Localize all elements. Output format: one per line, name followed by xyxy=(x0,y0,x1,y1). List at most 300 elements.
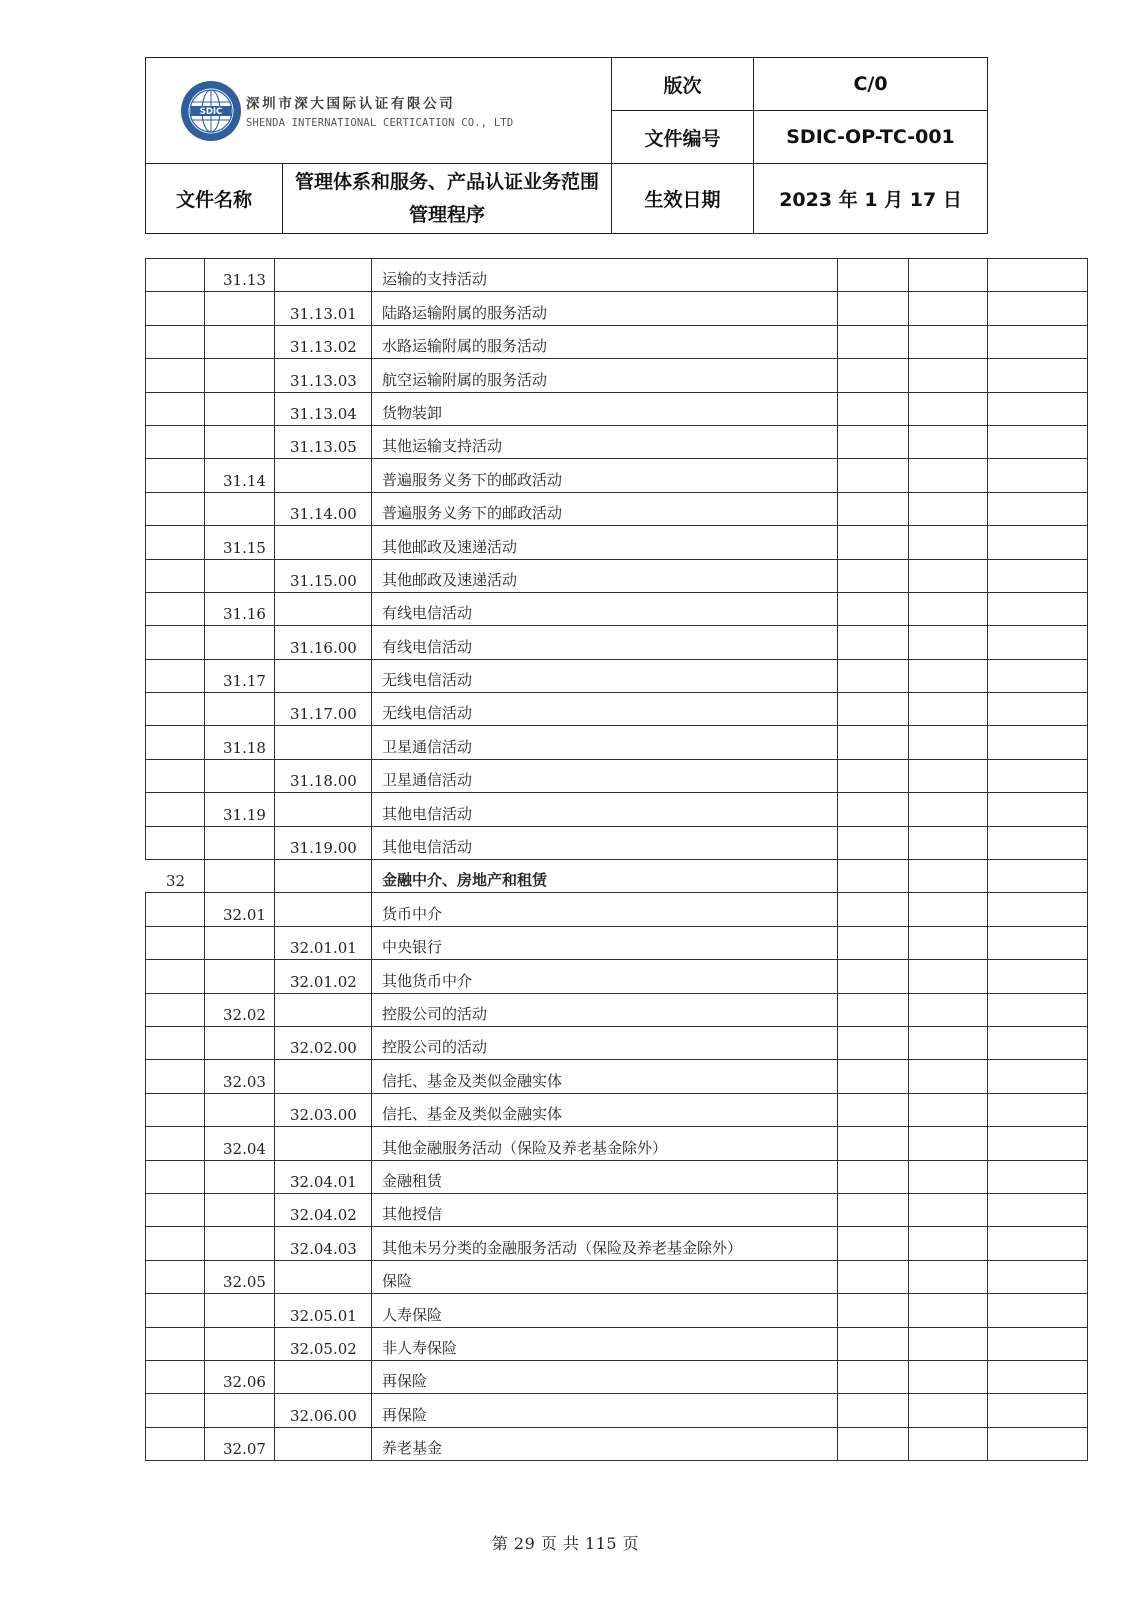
cell-c1 xyxy=(146,1227,205,1260)
empty-cell xyxy=(909,993,988,1026)
empty-cell xyxy=(838,693,909,726)
table-row xyxy=(146,693,1088,726)
empty-cell xyxy=(909,1160,988,1193)
empty-cell xyxy=(838,1427,909,1460)
empty-cell xyxy=(909,1127,988,1160)
cell-c3 xyxy=(275,1060,372,1093)
table-row xyxy=(146,392,1088,425)
cell-c2: 31.15 xyxy=(205,526,275,559)
empty-cell xyxy=(838,1394,909,1427)
empty-cell xyxy=(838,1193,909,1226)
cell-c2: 31.13 xyxy=(205,259,275,292)
cell-c1 xyxy=(146,659,205,692)
cell-c3 xyxy=(275,1127,372,1160)
empty-cell xyxy=(909,526,988,559)
empty-cell xyxy=(909,1394,988,1427)
table-row xyxy=(146,1160,1088,1193)
empty-cell xyxy=(909,1294,988,1327)
table-row xyxy=(146,559,1088,592)
cell-c3 xyxy=(275,726,372,759)
table-row xyxy=(146,1427,1088,1460)
table-row xyxy=(146,292,1088,325)
cell-c3: 32.04.02 xyxy=(275,1193,372,1226)
empty-cell xyxy=(838,993,909,1026)
cell-c3: 31.13.04 xyxy=(275,392,372,425)
empty-cell xyxy=(909,926,988,959)
cell-c2 xyxy=(205,626,275,659)
empty-cell xyxy=(909,1360,988,1393)
cell-c3: 31.13.02 xyxy=(275,325,372,358)
empty-cell xyxy=(838,359,909,392)
cell-c2: 32.06 xyxy=(205,1360,275,1393)
cell-c4: 航空运输附属的服务活动 xyxy=(372,359,838,392)
empty-cell xyxy=(909,1327,988,1360)
cell-c1 xyxy=(146,759,205,792)
cell-c2 xyxy=(205,1294,275,1327)
empty-cell xyxy=(988,559,1088,592)
cell-c1 xyxy=(146,1360,205,1393)
table-row xyxy=(146,1227,1088,1260)
cell-c2 xyxy=(205,693,275,726)
empty-cell xyxy=(838,1327,909,1360)
cell-c4: 其他金融服务活动（保险及养老基金除外） xyxy=(372,1127,838,1160)
cell-c3: 32.04.03 xyxy=(275,1227,372,1260)
empty-cell xyxy=(909,1260,988,1293)
cell-c2 xyxy=(205,325,275,358)
cell-c1 xyxy=(146,526,205,559)
empty-cell xyxy=(988,425,1088,458)
empty-cell xyxy=(838,926,909,959)
cell-c1 xyxy=(146,325,205,358)
cell-c1 xyxy=(146,1060,205,1093)
empty-cell xyxy=(909,292,988,325)
cell-c1 xyxy=(146,425,205,458)
doc-name-label: 文件名称 xyxy=(146,164,283,234)
empty-cell xyxy=(909,1026,988,1059)
table-row xyxy=(146,926,1088,959)
cell-c2 xyxy=(205,559,275,592)
empty-cell xyxy=(838,1360,909,1393)
empty-cell xyxy=(838,726,909,759)
table-row xyxy=(146,492,1088,525)
cell-c3: 32.01.02 xyxy=(275,960,372,993)
cell-c3 xyxy=(275,459,372,492)
cell-c4: 控股公司的活动 xyxy=(372,1026,838,1059)
table-row xyxy=(146,1093,1088,1126)
cell-c3: 31.17.00 xyxy=(275,693,372,726)
cell-c1 xyxy=(146,726,205,759)
table-row xyxy=(146,759,1088,792)
empty-cell xyxy=(838,759,909,792)
empty-cell xyxy=(988,1160,1088,1193)
empty-cell xyxy=(838,559,909,592)
cell-c1 xyxy=(146,392,205,425)
empty-cell xyxy=(988,492,1088,525)
empty-cell xyxy=(988,1127,1088,1160)
cell-c3: 31.13.05 xyxy=(275,425,372,458)
empty-cell xyxy=(988,993,1088,1026)
cell-c1 xyxy=(146,1260,205,1293)
cell-c4: 非人寿保险 xyxy=(372,1327,838,1360)
table-row xyxy=(146,459,1088,492)
cell-c3 xyxy=(275,1260,372,1293)
empty-cell xyxy=(988,893,1088,926)
cell-c2: 32.05 xyxy=(205,1260,275,1293)
cell-c4: 保险 xyxy=(372,1260,838,1293)
doc-name-value xyxy=(283,164,612,234)
table-row xyxy=(146,1360,1088,1393)
cell-c4: 再保险 xyxy=(372,1360,838,1393)
empty-cell xyxy=(988,860,1088,893)
empty-cell xyxy=(909,1227,988,1260)
empty-cell xyxy=(838,526,909,559)
table-row xyxy=(146,1127,1088,1160)
empty-cell xyxy=(838,893,909,926)
empty-cell xyxy=(838,1127,909,1160)
empty-cell xyxy=(909,693,988,726)
empty-cell xyxy=(838,292,909,325)
empty-cell xyxy=(909,359,988,392)
cell-c4: 信托、基金及类似金融实体 xyxy=(372,1060,838,1093)
empty-cell xyxy=(988,1327,1088,1360)
cell-c2: 32.03 xyxy=(205,1060,275,1093)
cell-c2 xyxy=(205,1160,275,1193)
empty-cell xyxy=(838,626,909,659)
cell-c4: 其他邮政及速递活动 xyxy=(372,559,838,592)
empty-cell xyxy=(988,259,1088,292)
empty-cell xyxy=(988,1427,1088,1460)
empty-cell xyxy=(909,392,988,425)
cell-c3 xyxy=(275,1427,372,1460)
empty-cell xyxy=(988,960,1088,993)
cell-c2: 32.04 xyxy=(205,1127,275,1160)
effective-date-label: 生效日期 xyxy=(612,164,754,234)
cell-c4: 运输的支持活动 xyxy=(372,259,838,292)
empty-cell xyxy=(909,793,988,826)
table-row xyxy=(146,359,1088,392)
empty-cell xyxy=(988,1394,1088,1427)
cell-c3: 31.18.00 xyxy=(275,759,372,792)
empty-cell xyxy=(909,592,988,625)
cell-c1 xyxy=(146,993,205,1026)
cell-c4: 有线电信活动 xyxy=(372,592,838,625)
cell-c2 xyxy=(205,926,275,959)
globe-logo-icon xyxy=(179,79,243,143)
cell-c4: 无线电信活动 xyxy=(372,693,838,726)
cell-c3: 32.03.00 xyxy=(275,1093,372,1126)
empty-cell xyxy=(988,793,1088,826)
empty-cell xyxy=(838,1060,909,1093)
empty-cell xyxy=(988,626,1088,659)
cell-c3 xyxy=(275,659,372,692)
empty-cell xyxy=(988,325,1088,358)
cell-c1 xyxy=(146,1093,205,1126)
empty-cell xyxy=(909,726,988,759)
cell-c3 xyxy=(275,592,372,625)
cell-c1 xyxy=(146,626,205,659)
table-row xyxy=(146,726,1088,759)
doc-name-text: 管理体系和服务、产品认证业务范围管理程序 xyxy=(295,170,600,226)
empty-cell xyxy=(838,492,909,525)
cell-c3: 32.02.00 xyxy=(275,1026,372,1059)
empty-cell xyxy=(909,1427,988,1460)
cell-c1 xyxy=(146,1026,205,1059)
cell-c4: 货物装卸 xyxy=(372,392,838,425)
cell-c4: 其他授信 xyxy=(372,1193,838,1226)
cell-c1 xyxy=(146,893,205,926)
cell-c2: 31.18 xyxy=(205,726,275,759)
cell-c1 xyxy=(146,292,205,325)
cell-c4: 其他未另分类的金融服务活动（保险及养老基金除外） xyxy=(372,1227,838,1260)
empty-cell xyxy=(838,1160,909,1193)
empty-cell xyxy=(838,659,909,692)
empty-cell xyxy=(988,592,1088,625)
table-row xyxy=(146,1394,1088,1427)
empty-cell xyxy=(988,1294,1088,1327)
cell-c1 xyxy=(146,1294,205,1327)
cell-c3: 32.01.01 xyxy=(275,926,372,959)
empty-cell xyxy=(909,492,988,525)
table-row xyxy=(146,1060,1088,1093)
cell-c4: 信托、基金及类似金融实体 xyxy=(372,1093,838,1126)
cell-c1 xyxy=(146,926,205,959)
table-row xyxy=(146,1294,1088,1327)
empty-cell xyxy=(909,259,988,292)
empty-cell xyxy=(838,592,909,625)
cell-c2: 31.17 xyxy=(205,659,275,692)
empty-cell xyxy=(838,860,909,893)
scope-table-body xyxy=(146,259,1088,1461)
cell-c1 xyxy=(146,492,205,525)
cell-c3 xyxy=(275,993,372,1026)
empty-cell xyxy=(909,425,988,458)
cell-c2 xyxy=(205,1093,275,1126)
empty-cell xyxy=(909,559,988,592)
empty-cell xyxy=(988,726,1088,759)
cell-c2 xyxy=(205,392,275,425)
table-row xyxy=(146,1327,1088,1360)
cell-c3 xyxy=(275,1360,372,1393)
table-row xyxy=(146,259,1088,292)
empty-cell xyxy=(988,759,1088,792)
cell-c2 xyxy=(205,359,275,392)
cell-c4: 普遍服务义务下的邮政活动 xyxy=(372,492,838,525)
empty-cell xyxy=(838,1294,909,1327)
empty-cell xyxy=(838,793,909,826)
cell-c3: 32.05.02 xyxy=(275,1327,372,1360)
empty-cell xyxy=(988,392,1088,425)
empty-cell xyxy=(838,1227,909,1260)
cell-c4: 其他运输支持活动 xyxy=(372,425,838,458)
empty-cell xyxy=(909,1193,988,1226)
doc-number-value: SDIC-OP-TC-001 xyxy=(754,111,988,164)
scope-table xyxy=(145,258,1088,1461)
empty-cell xyxy=(909,626,988,659)
empty-cell xyxy=(988,659,1088,692)
empty-cell xyxy=(988,1193,1088,1226)
table-row xyxy=(146,659,1088,692)
empty-cell xyxy=(838,1093,909,1126)
document-header xyxy=(145,57,988,234)
cell-c3 xyxy=(275,259,372,292)
empty-cell xyxy=(988,1026,1088,1059)
table-row xyxy=(146,1193,1088,1226)
table-row xyxy=(146,993,1088,1026)
table-row xyxy=(146,860,1088,893)
cell-c3: 32.06.00 xyxy=(275,1394,372,1427)
cell-c3 xyxy=(275,526,372,559)
cell-c2 xyxy=(205,1394,275,1427)
empty-cell xyxy=(909,893,988,926)
cell-c4: 金融中介、房地产和租赁 xyxy=(372,860,838,893)
cell-c3: 32.04.01 xyxy=(275,1160,372,1193)
cell-c2: 31.19 xyxy=(205,793,275,826)
cell-c1 xyxy=(146,1160,205,1193)
empty-cell xyxy=(988,1360,1088,1393)
table-row xyxy=(146,1260,1088,1293)
cell-c2: 32.01 xyxy=(205,893,275,926)
table-row xyxy=(146,592,1088,625)
cell-c4: 卫星通信活动 xyxy=(372,759,838,792)
empty-cell xyxy=(909,325,988,358)
empty-cell xyxy=(988,526,1088,559)
doc-number-label: 文件编号 xyxy=(612,111,754,164)
empty-cell xyxy=(838,960,909,993)
cell-c2: 31.14 xyxy=(205,459,275,492)
cell-c4: 有线电信活动 xyxy=(372,626,838,659)
company-name-cn: 深圳市深大国际认证有限公司 xyxy=(246,96,456,112)
cell-c1 xyxy=(146,559,205,592)
cell-c1 xyxy=(146,1394,205,1427)
cell-c2 xyxy=(205,1327,275,1360)
empty-cell xyxy=(988,1093,1088,1126)
cell-c3: 31.15.00 xyxy=(275,559,372,592)
empty-cell xyxy=(909,759,988,792)
cell-c2: 32.07 xyxy=(205,1427,275,1460)
empty-cell xyxy=(909,960,988,993)
empty-cell xyxy=(988,1260,1088,1293)
cell-c1 xyxy=(146,1127,205,1160)
table-row xyxy=(146,893,1088,926)
empty-cell xyxy=(838,1026,909,1059)
cell-c1: 32 xyxy=(146,860,205,893)
cell-c2 xyxy=(205,1227,275,1260)
cell-c3: 31.16.00 xyxy=(275,626,372,659)
cell-c4: 货币中介 xyxy=(372,893,838,926)
cell-c4: 无线电信活动 xyxy=(372,659,838,692)
cell-c1 xyxy=(146,459,205,492)
empty-cell xyxy=(988,459,1088,492)
cell-c1 xyxy=(146,259,205,292)
empty-cell xyxy=(988,693,1088,726)
cell-c2 xyxy=(205,425,275,458)
cell-c3: 31.13.03 xyxy=(275,359,372,392)
cell-c4: 卫星通信活动 xyxy=(372,726,838,759)
table-row xyxy=(146,626,1088,659)
cell-c2 xyxy=(205,1193,275,1226)
cell-c1 xyxy=(146,1193,205,1226)
empty-cell xyxy=(838,392,909,425)
cell-c4: 金融租赁 xyxy=(372,1160,838,1193)
table-row xyxy=(146,425,1088,458)
empty-cell xyxy=(909,1060,988,1093)
cell-c2 xyxy=(205,1026,275,1059)
cell-c4: 控股公司的活动 xyxy=(372,993,838,1026)
cell-c2 xyxy=(205,960,275,993)
cell-c4: 其他货币中介 xyxy=(372,960,838,993)
table-row xyxy=(146,793,1088,826)
empty-cell xyxy=(909,459,988,492)
cell-c4: 普遍服务义务下的邮政活动 xyxy=(372,459,838,492)
cell-c4: 陆路运输附属的服务活动 xyxy=(372,292,838,325)
effective-date-value: 2023 年 1 月 17 日 xyxy=(754,164,988,234)
empty-cell xyxy=(909,659,988,692)
logo-lettering: SDIC xyxy=(199,106,223,117)
empty-cell xyxy=(838,826,909,859)
cell-c3 xyxy=(275,860,372,893)
empty-cell xyxy=(909,826,988,859)
table-row xyxy=(146,826,1088,859)
cell-c2 xyxy=(205,492,275,525)
cell-c4: 其他电信活动 xyxy=(372,826,838,859)
cell-c4: 其他邮政及速递活动 xyxy=(372,526,838,559)
table-row xyxy=(146,960,1088,993)
empty-cell xyxy=(988,1060,1088,1093)
cell-c1 xyxy=(146,826,205,859)
empty-cell xyxy=(838,1260,909,1293)
cell-c1 xyxy=(146,359,205,392)
cell-c1 xyxy=(146,793,205,826)
cell-c3: 31.14.00 xyxy=(275,492,372,525)
empty-cell xyxy=(988,359,1088,392)
empty-cell xyxy=(838,259,909,292)
cell-c2 xyxy=(205,860,275,893)
empty-cell xyxy=(988,926,1088,959)
cell-c1 xyxy=(146,693,205,726)
cell-c3: 32.05.01 xyxy=(275,1294,372,1327)
empty-cell xyxy=(838,325,909,358)
cell-c2 xyxy=(205,826,275,859)
cell-c1 xyxy=(146,592,205,625)
table-row xyxy=(146,526,1088,559)
cell-c2: 31.16 xyxy=(205,592,275,625)
table-row xyxy=(146,325,1088,358)
cell-c2: 32.02 xyxy=(205,993,275,1026)
cell-c3: 31.13.01 xyxy=(275,292,372,325)
empty-cell xyxy=(909,860,988,893)
cell-c4: 水路运输附属的服务活动 xyxy=(372,325,838,358)
cell-c3 xyxy=(275,893,372,926)
cell-c4: 中央银行 xyxy=(372,926,838,959)
cell-c4: 人寿保险 xyxy=(372,1294,838,1327)
empty-cell xyxy=(988,1227,1088,1260)
cell-c1 xyxy=(146,1427,205,1460)
empty-cell xyxy=(909,1093,988,1126)
edition-value: C/0 xyxy=(754,58,988,111)
cell-c4: 再保险 xyxy=(372,1394,838,1427)
cell-c2 xyxy=(205,759,275,792)
company-logo-cell xyxy=(146,58,612,164)
empty-cell xyxy=(838,425,909,458)
cell-c1 xyxy=(146,1327,205,1360)
page-footer: 第 29 页 共 115 页 xyxy=(491,1534,640,1553)
cell-c2 xyxy=(205,292,275,325)
company-name-en: SHENDA INTERNATIONAL CERTICATION CO., LTD xyxy=(246,117,514,129)
cell-c4: 养老基金 xyxy=(372,1427,838,1460)
cell-c3: 31.19.00 xyxy=(275,826,372,859)
table-row xyxy=(146,1026,1088,1059)
empty-cell xyxy=(988,826,1088,859)
